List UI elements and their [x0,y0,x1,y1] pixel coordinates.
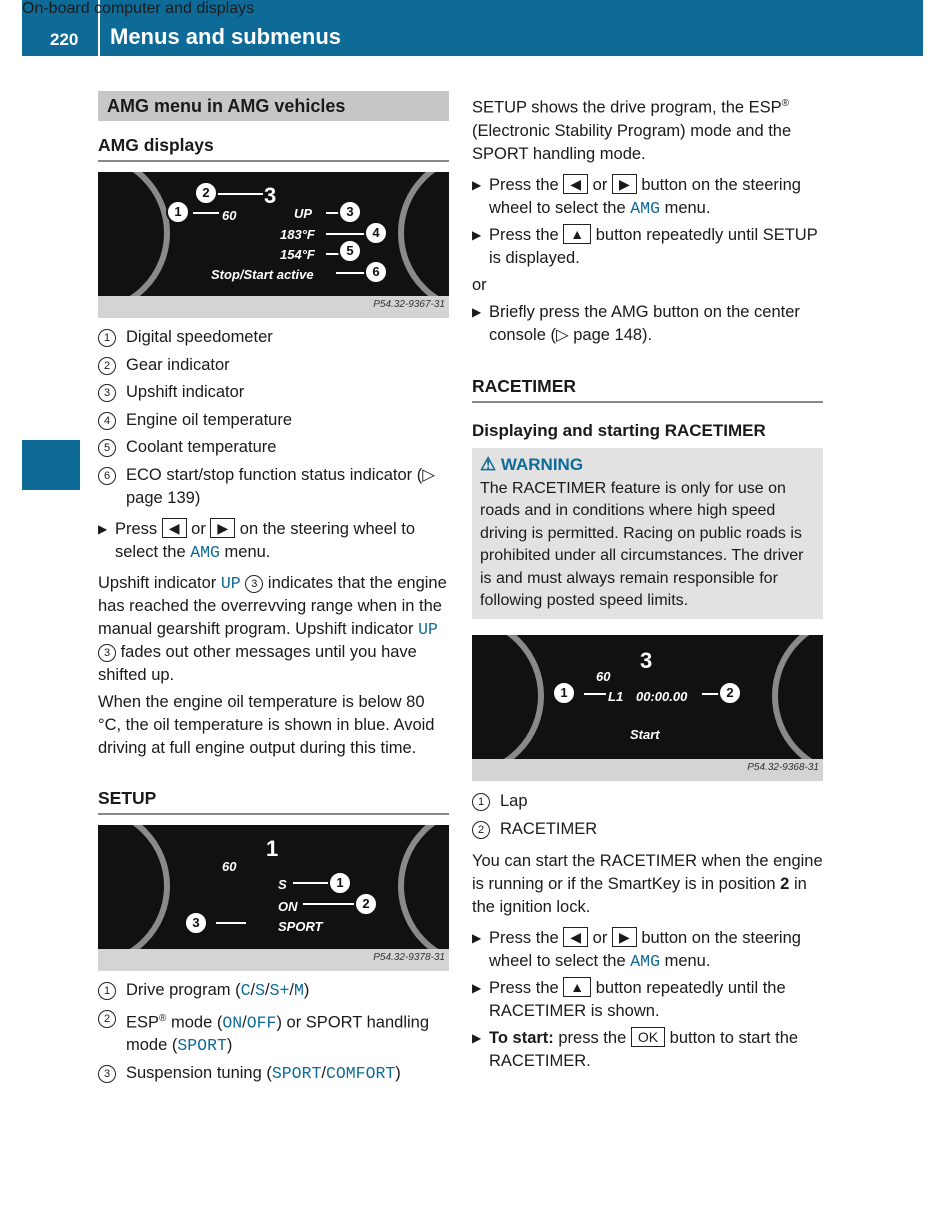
callout-1: 1 [166,200,190,224]
legend-item: 2 RACETIMER [472,818,823,841]
left-arrow-key-icon: ◀ [162,518,187,538]
legend-item: 1 Digital speedometer [98,326,449,349]
tachometer-gauge [398,172,449,296]
ok-key: OK [631,1027,665,1047]
legend-item: 4 Engine oil temperature [98,409,449,432]
upshift-paragraph: Upshift indicator UP 3 indicates that the engine has reached the overrevving range when in the manual gearshift program. Upshift indicator UP 3 fades out other messages until you have shifted up. [98,573,447,684]
coolant-temp-readout: 154°F [280,247,315,262]
oil-temp-paragraph: When the engine oil temperature is below 80 °C, the oil temperature is shown in blue. Avoid driving at full engine output during this time. [98,692,435,757]
callout-5: 5 [338,239,362,263]
left-arrow-key-icon: ◀ [563,927,588,947]
setup-heading: SETUP [98,787,449,815]
step-arrow-icon: ▶ [472,304,482,319]
legend-item: 1 Drive program (C/S/S+/M) [98,979,449,1002]
amg-display-figure [98,172,449,318]
right-arrow-key-icon: ▶ [612,174,637,194]
up-arrow-key-icon: ▲ [563,224,591,244]
instruction-step: ▶ Press the ◀ or ▶ button on the steering wheel to select the AMG menu. [472,928,801,971]
up-arrow-key-icon: ▲ [563,977,591,997]
setup-figure [98,825,449,971]
figure-code: P54.32-9368-31 [747,761,819,773]
amg-displays-heading: AMG displays [98,134,449,162]
callout-3: 3 [184,911,208,935]
legend-item: 5 Coolant temperature [98,436,449,459]
setup-legend [98,979,449,1086]
upshift-readout: UP [294,206,313,221]
racetimer-figure [472,635,823,781]
warning-triangle-icon: ⚠ [480,453,497,474]
setup-intro: SETUP shows the drive program, the ESP® (Electronic Stability Program) mode and the SPORT handling mode. [472,98,792,163]
racetimer-legend [472,790,823,841]
legend-item: 1 Lap [472,790,823,813]
instruction-step: ▶ Press the ▲ button repeatedly until SETUP is displayed. [472,225,818,267]
right-arrow-key-icon: ▶ [612,927,637,947]
amg-display-legend [98,326,449,510]
chapter-tab-marker [22,440,80,490]
gear-readout: 3 [264,183,277,208]
callout-2: 2 [194,181,218,205]
page-number: 220 [50,30,79,49]
or-text: or [472,275,487,294]
warning-text: The RACETIMER feature is only for use on roads and in conditions where high speed driving is permitted. Racing on public roads is prohibited under all circumstances. The driver is and must always remain responsible for following posted speed limits. [480,479,804,609]
instruction-step: ▶ Briefly press the AMG button on the center console (▷ page 148). [472,302,800,344]
left-column [98,91,449,1085]
instruction-step: ▶ Press the ◀ or ▶ button on the steering wheel to select the AMG menu. [472,175,801,218]
speedometer-gauge [98,172,170,296]
callout-6: 6 [364,260,388,284]
chapter-label: On-board computer and displays [22,0,255,17]
step-arrow-icon: ▶ [472,1030,482,1045]
left-arrow-key-icon: ◀ [563,174,588,194]
racetimer-paragraph: You can start the RACETIMER when the engine is running or if the SmartKey is in position 2 in the ignition lock. [472,851,823,916]
right-arrow-key-icon: ▶ [210,518,235,538]
step-arrow-icon: ▶ [472,177,482,192]
page-title: Menus and submenus [110,24,342,49]
instruction-step: ▶ To start: press the OK button to start the RACETIMER. [472,1028,799,1070]
warning-box [472,448,823,619]
stop-start-readout: Stop/Start active [211,267,314,282]
callout-1: 1 [552,681,576,705]
figure-code: P54.32-9367-31 [373,299,445,310]
callout-3: 3 [338,200,362,224]
instruction-step: ▶ Press the ▲ button repeatedly until the RACETIMER is shown. [472,978,786,1020]
instruction-step: ▶ Press ◀ or ▶ on the steering wheel to select the AMG menu. [98,519,415,562]
section-title: AMG menu in AMG vehicles [98,91,449,121]
callout-1: 1 [328,871,352,895]
figure-code: P54.32-9378-31 [373,951,445,963]
step-arrow-icon: ▶ [472,227,482,242]
legend-item: 2 ESP® mode (ON/OFF) or SPORT handling mode (SPORT) [98,1007,449,1058]
warning-title: ⚠ WARNING [480,453,584,474]
callout-2: 2 [354,892,378,916]
speed-readout: 60 [222,208,237,223]
callout-4: 4 [364,221,388,245]
step-arrow-icon: ▶ [472,980,482,995]
racetimer-heading: RACETIMER [472,375,823,403]
chapter-sidebar [22,0,80,490]
cluster-screen: 60 3 L1 00:00.00 Start 1 2 [472,635,823,759]
step-arrow-icon: ▶ [98,521,108,536]
legend-item: 3 Suspension tuning (SPORT/COMFORT) [98,1062,449,1085]
cluster-screen [98,172,449,296]
legend-item: 2 Gear indicator [98,354,449,377]
oil-temp-readout: 183°F [280,227,315,242]
racetimer-subheading: Displaying and starting RACETIMER [472,420,766,440]
legend-item: 3 Upshift indicator [98,381,449,404]
callout-2: 2 [718,681,742,705]
cluster-screen: 60 1 S ON SPORT 1 2 3 [98,825,449,949]
legend-item: 6 ECO start/stop function status indicator (▷ page 139) [98,464,449,510]
step-arrow-icon: ▶ [472,930,482,945]
right-column [472,92,823,1073]
